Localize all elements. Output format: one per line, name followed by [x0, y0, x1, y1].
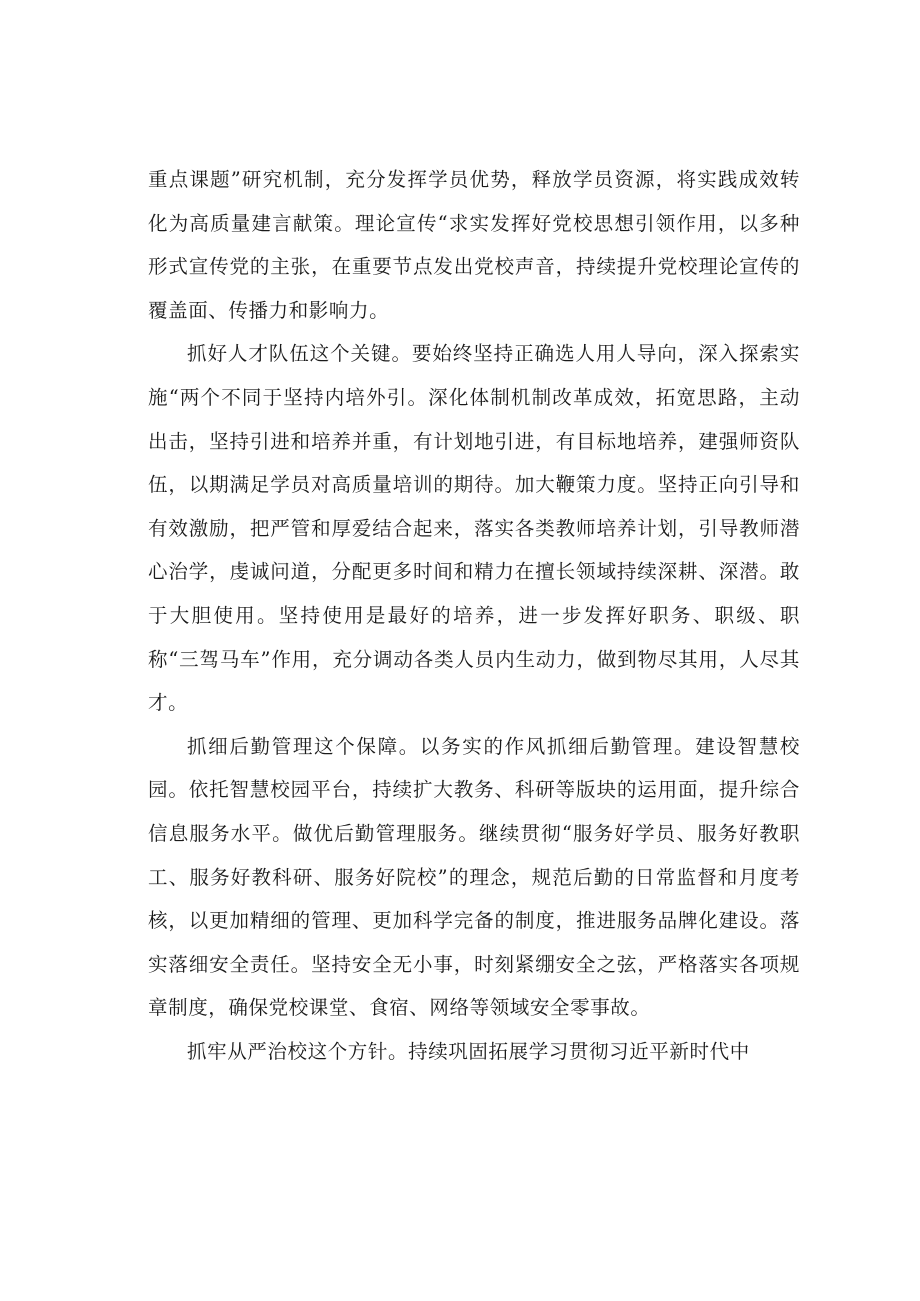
- paragraph-4: 抓牢从严治校这个方针。持续巩固拓展学习贯彻习近平新时代中: [187, 1039, 750, 1063]
- paragraph-3: 抓细后勤管理这个保障。以务实的作风抓细后勤管理。建设智慧校园。依托智慧校园平台，持续扩大教务、科研等版块的运用面，提升综合信息服务水平。做优后勤管理服务。继续贯彻“服务好学员、服务好教职工、服务好教科研、服务好院校”的理念，规范后勤的日常监督和月度考核，以更加精细的管理、更加科学完备的制度，推进服务品牌化建设。落实落细安全责任。坚持安全无小事，时刻紧绷安全之弦，严格落实各项规章制度，确保党校课堂、食宿、网络等领域安全零事故。: [148, 734, 800, 1020]
- document-body: [148, 158, 800, 1073]
- paragraph-2: 抓好人才队伍这个关键。要始终坚持正确选人用人导向，深入探索实施“两个不同于坚持内培外引。深化体制机制改革成效，拓宽思路，主动出击，坚持引进和培养并重，有计划地引进，有目标地培养，建强师资队伍，以期满足学员对高质量培训的期待。加大鞭策力度。坚持正向引导和有效激励，把严管和厚爱结合起来，落实各类教师培养计划，引导教师潜心治学，虔诚问道，分配更多时间和精力在擅长领域持续深耕、深潜。敢于大胆使用。坚持使用是最好的培养，进一步发挥好职务、职级、职称“三驾马车”作用，充分调动各类人员内生动力，做到物尽其用，人尽其才。: [148, 342, 800, 715]
- paragraph-1: 重点课题”研究机制，充分发挥学员优势，释放学员资源，将实践成效转化为高质量建言献策。理论宣传“求实发挥好党校思想引领作用，以多种形式宣传党的主张，在重要节点发出党校声音，持续提升党校理论宣传的覆盖面、传播力和影响力。: [148, 168, 800, 322]
